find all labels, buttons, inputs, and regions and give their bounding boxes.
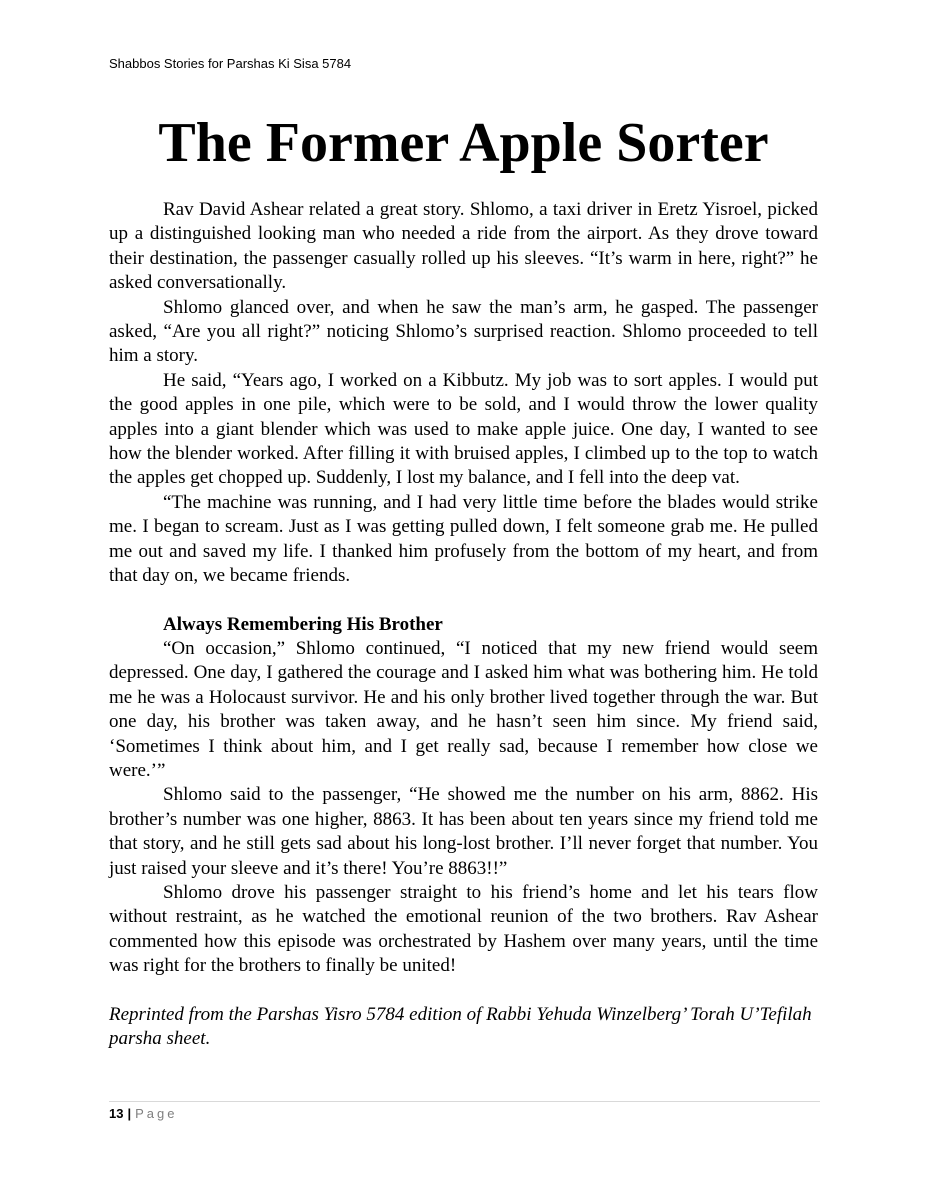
running-header: Shabbos Stories for Parshas Ki Sisa 5784: [109, 56, 352, 71]
page-label: Page: [135, 1106, 178, 1121]
footer-divider: [109, 1101, 820, 1102]
page-number: 13: [109, 1106, 124, 1121]
page-footer: [109, 1106, 177, 1121]
paragraph-7: Shlomo drove his passenger straight to his friend’s home and let his tears flow without restraint, as he watched the emotional reunion of the two brothers. Rav Ashear commented how this episode was orchestrated by Hashem over many years, until the time was right for the brothers to finally be united!: [109, 881, 818, 977]
source-credit: Reprinted from the Parshas Yisro 5784 edition of Rabbi Yehuda Winzelberg’ Torah U’Tefilah parsha sheet.: [109, 1003, 812, 1049]
paragraph-3: He said, “Years ago, I worked on a Kibbutz. My job was to sort apples. I would put the good apples in one pile, which were to be sold, and I would throw the lower quality apples into a giant blender which was used to make apple juice. One day, I wanted to see how the blender worked. After filling it with bruised apples, I climbed up to the top to watch the apples get chopped up. Suddenly, I lost my balance, and I fell into the deep vat.: [109, 369, 818, 489]
paragraph-2: Shlomo glanced over, and when he saw the man’s arm, he gasped. The passenger asked, “Are you all right?” noticing Shlomo’s surprised reaction. Shlomo proceeded to tell him a story.: [109, 296, 818, 367]
story-title: The Former Apple Sorter: [158, 112, 769, 174]
paragraph-4: “The machine was running, and I had very little time before the blades would strike me. I began to scream. Just as I was getting pulled down, I felt someone grab me. He pulled me out and saved my life. I thanked him profusely from the bottom of my heart, and from that day on, we became friends.: [109, 491, 818, 587]
paragraph-5: “On occasion,” Shlomo continued, “I noticed that my new friend would seem depressed. One day, I gathered the courage and I asked him what was bothering him. He told me he was a Holocaust survivor. He and his only brother lived together through the war. But one day, his brother was taken away, and he hasn’t seen him since. My friend said, ‘Sometimes I think about him, and I get really sad, because I remember how close we were.’”: [109, 637, 818, 781]
paragraph-1: Rav David Ashear related a great story. Shlomo, a taxi driver in Eretz Yisroel, picked up a distinguished looking man who needed a ride from the airport. As they drove toward their destination, the passenger casually rolled up his sleeves. “It’s warm in here, right?” he asked conversationally.: [109, 199, 818, 294]
section-subheading: Always Remembering His Brother: [163, 613, 443, 635]
paragraph-6: Shlomo said to the passenger, “He showed me the number on his arm, 8862. His brother’s number was one higher, 8863. It has been about ten years since my friend told me that story, and he still gets sad about his long-lost brother. I’ll never forget that number. You just raised your sleeve and it’s there! You’re 8863!!”: [109, 784, 818, 879]
footer-separator: |: [127, 1106, 132, 1121]
story-body: [109, 198, 818, 1051]
